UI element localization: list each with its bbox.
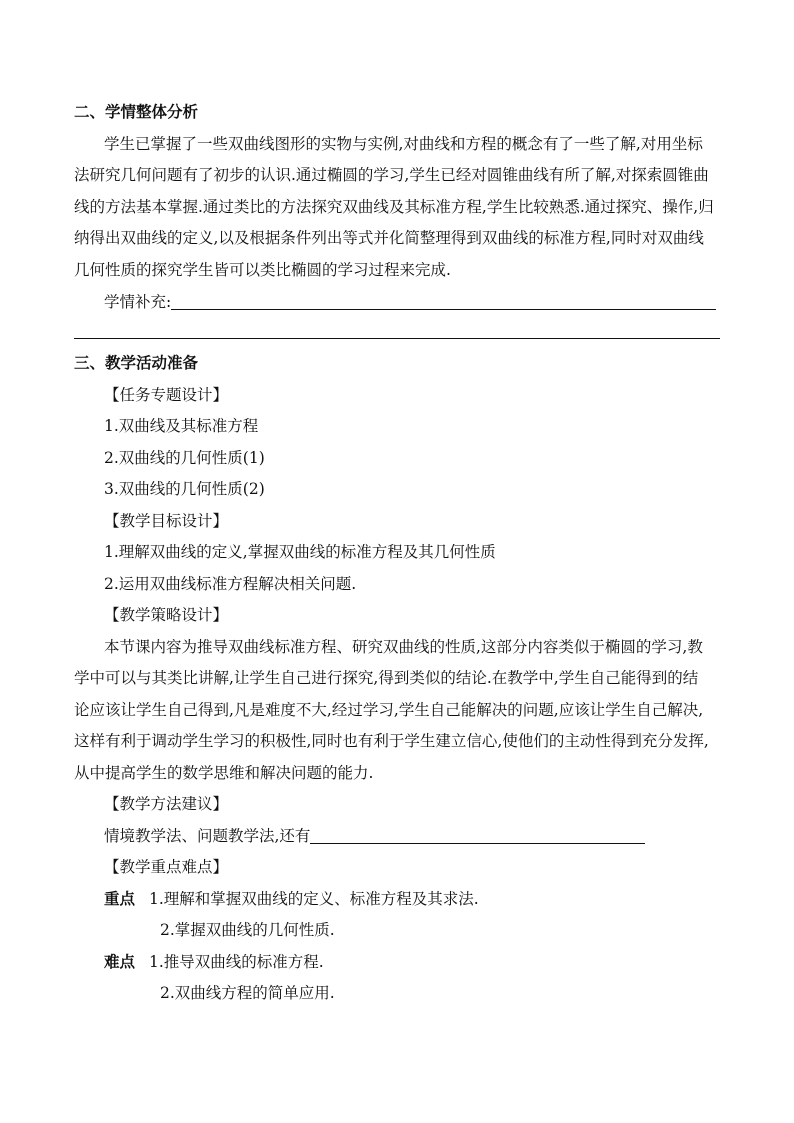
list-item: 2.双曲线的几何性质(1) — [104, 449, 265, 467]
supplement-row — [104, 292, 716, 312]
list-item: 2.运用双曲线标准方程解决相关问题. — [104, 575, 357, 593]
subsection-title-goal: 【教学目标设计】 — [104, 512, 229, 530]
difficulty-label: 难点 — [104, 952, 136, 971]
focus-label: 重点 — [104, 889, 136, 908]
subsection-title-method: 【教学方法建议】 — [104, 795, 229, 813]
focus-row — [104, 889, 479, 909]
subsection-title-strategy: 【教学策略设计】 — [104, 606, 229, 624]
paragraph-line: 几何性质的探究学生皆可以类比椭圆的学习过程来完成. — [74, 261, 451, 279]
difficulty-item: 1.推导双曲线的标准方程. — [149, 953, 324, 971]
focus-item: 1.理解和掌握双曲线的定义、标准方程及其求法. — [149, 890, 479, 908]
paragraph-line: 学生已掌握了一些双曲线图形的实物与实例,对曲线和方程的概念有了一些了解,对用坐标 — [104, 135, 703, 153]
paragraph-line: 本节课内容为推导双曲线标准方程、研究双曲线的性质,这部分内容类似于椭圆的学习,教 — [104, 638, 703, 656]
paragraph-line: 学中可以与其类比讲解,让学生自己进行探究,得到类似的结论.在教学中,学生自己能得到的结 — [74, 669, 699, 687]
subsection-title-task: 【任务专题设计】 — [104, 386, 229, 404]
method-row — [104, 826, 645, 846]
difficulty-item: 2.双曲线方程的简单应用. — [160, 984, 335, 1002]
paragraph-line: 这样有利于调动学生学习的积极性,同时也有利于学生建立信心,使他们的主动性得到充分发挥, — [74, 732, 709, 750]
paragraph-line: 从中提高学生的数学思维和解决问题的能力. — [74, 764, 374, 782]
section-heading-activity-prep: 三、教学活动准备 — [74, 353, 199, 372]
focus-item: 2.掌握双曲线的几何性质. — [160, 921, 335, 939]
section-heading-student-analysis: 二、学情整体分析 — [74, 102, 199, 121]
method-text: 情境教学法、问题教学法,还有 — [104, 827, 311, 845]
supplement-label: 学情补充: — [104, 293, 172, 311]
paragraph-line: 线的方法基本掌握.通过类比的方法探究双曲线及其标准方程,学生比较熟悉.通过探究、操作,归 — [74, 198, 714, 216]
supplement-blank-line[interactable] — [74, 338, 720, 339]
paragraph-line: 法研究几何问题有了初步的认识.通过椭圆的学习,学生已经对圆锥曲线有所了解,对探索圆锥曲 — [74, 166, 709, 184]
difficulty-row — [104, 952, 324, 972]
subsection-title-key-points: 【教学重点难点】 — [104, 858, 229, 876]
method-blank[interactable] — [310, 827, 645, 844]
paragraph-line: 论应该让学生自己得到,凡是难度不大,经过学习,学生自己能解决的问题,应该让学生自己解决, — [74, 701, 704, 719]
supplement-blank[interactable] — [171, 293, 716, 310]
list-item: 1.理解双曲线的定义,掌握双曲线的标准方程及其几何性质 — [104, 543, 496, 561]
list-item: 3.双曲线的几何性质(2) — [104, 480, 265, 498]
paragraph-line: 纳得出双曲线的定义,以及根据条件列出等式并化简整理得到双曲线的标准方程,同时对双曲线 — [74, 229, 704, 247]
list-item: 1.双曲线及其标准方程 — [104, 417, 259, 435]
